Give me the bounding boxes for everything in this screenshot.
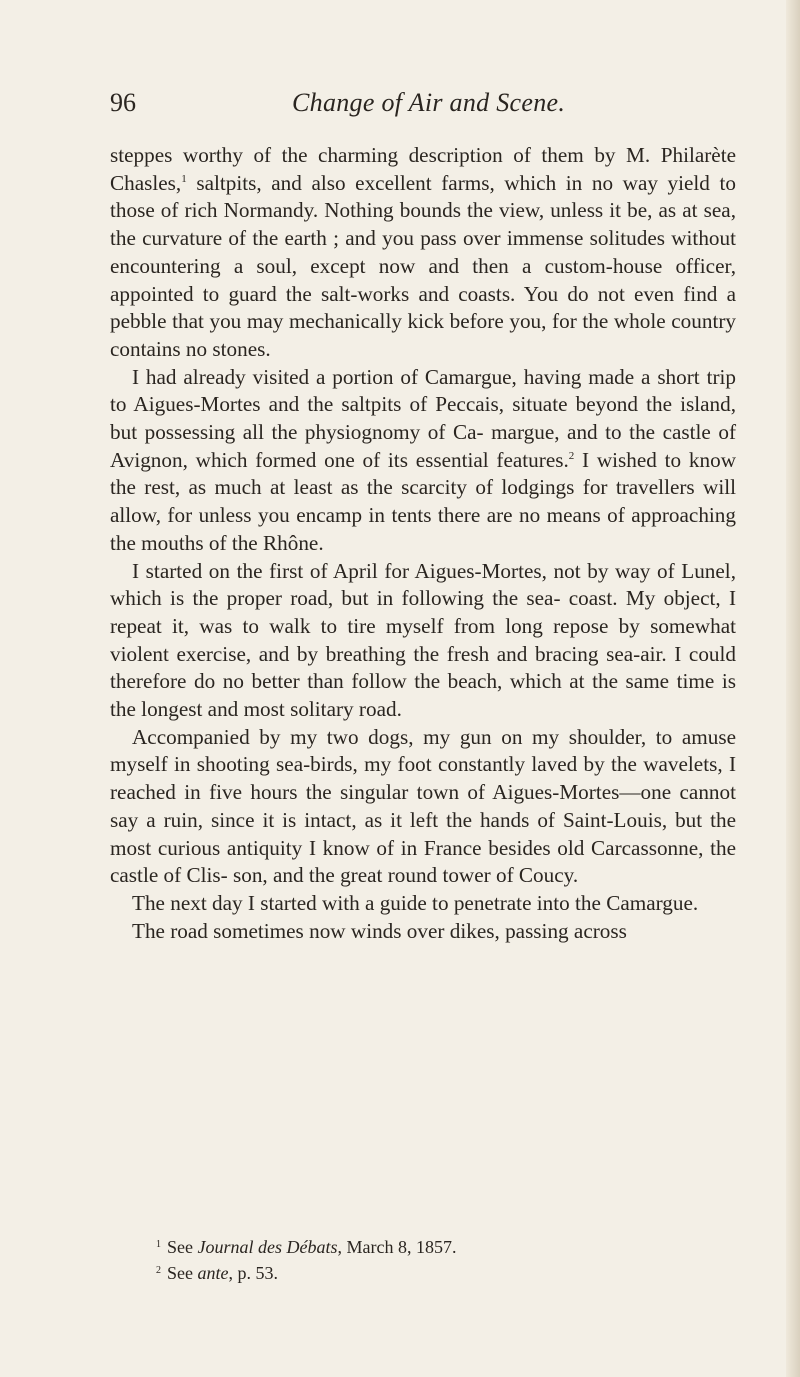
text-run: The next day I started with a guide to penetrate into the Camargue.	[132, 890, 699, 915]
footnote-mark: 2	[156, 1265, 161, 1276]
footnote-mark: 1	[156, 1239, 161, 1250]
paragraph	[110, 364, 736, 558]
footnotes	[156, 1233, 716, 1285]
text-run: saltpits, and also excellent farms, which in no way yield to those of rich Normandy. Nothing bounds the view, unless it be, as at sea, the curvature of the earth ; and you pass over immense solitudes without encountering a soul, except now and then a custom-house officer, appointed to guard the salt-works and coasts. You do not even find a pebble that you may mechanically kick before you, for the whole country contains no stones.	[110, 170, 736, 361]
text-run: I had already visited a portion of Camargue, having made a short trip to Aigues-Mortes and the saltpits of Peccais, situate beyond the island, but possessing all the physiognomy of Ca- margue, and to the castle of Avignon, which formed one of its essential features.	[110, 364, 736, 472]
paragraph	[110, 558, 736, 724]
footnote	[156, 1259, 716, 1285]
text-run: See	[167, 1237, 198, 1257]
page-header	[110, 88, 728, 128]
text-run: See	[167, 1263, 198, 1283]
text-run: , March 8, 1857.	[337, 1237, 457, 1257]
paragraph	[110, 918, 736, 946]
page-edge-shadow	[786, 0, 800, 1377]
body-text	[110, 142, 736, 945]
footnote-reference: 1	[181, 172, 187, 185]
text-run: steppes worthy of the charming description of them by M. Philarète Chasles,	[110, 143, 736, 195]
paragraph	[110, 890, 736, 918]
footnote	[156, 1233, 716, 1259]
italic-text: Journal des Débats	[197, 1237, 338, 1257]
footnote-reference: 2	[568, 449, 575, 462]
text-run: I wished to know the rest, as much at least as the scarcity of lodgings for travellers will allow, for unless you encamp in tents there are no means of approaching the mouths of the Rhône.	[110, 447, 736, 555]
paragraph	[110, 142, 736, 364]
paragraph	[110, 724, 736, 890]
text-run: I started on the first of April for Aigues-Mortes, not by way of Lunel, which is the proper road, but in following the sea- coast. My object, I repeat it, was to walk to tire myself from long repose by somewhat violent exercise, and by breathing the fresh and bracing sea-air. I could therefore do no better than follow the beach, which at the same time is the longest and most solitary road.	[110, 558, 736, 722]
italic-text: ante	[197, 1263, 229, 1283]
page-number: 96	[110, 88, 136, 117]
text-run: Accompanied by my two dogs, my gun on my shoulder, to amuse myself in shooting sea-birds, my foot constantly laved by the wavelets, I reached in five hours the singular town of Aigues-Mortes—one cannot say a ruin, since it is intact, as it left the hands of Saint-Louis, but the most curious antiquity I know of in France besides old Carcassonne, the castle of Clis- son, and the great round tower of Coucy.	[110, 724, 736, 888]
text-run: The road sometimes now winds over dikes, passing across	[132, 918, 627, 943]
running-title: Change of Air and Scene.	[292, 88, 566, 117]
text-run: , p. 53.	[228, 1263, 278, 1283]
